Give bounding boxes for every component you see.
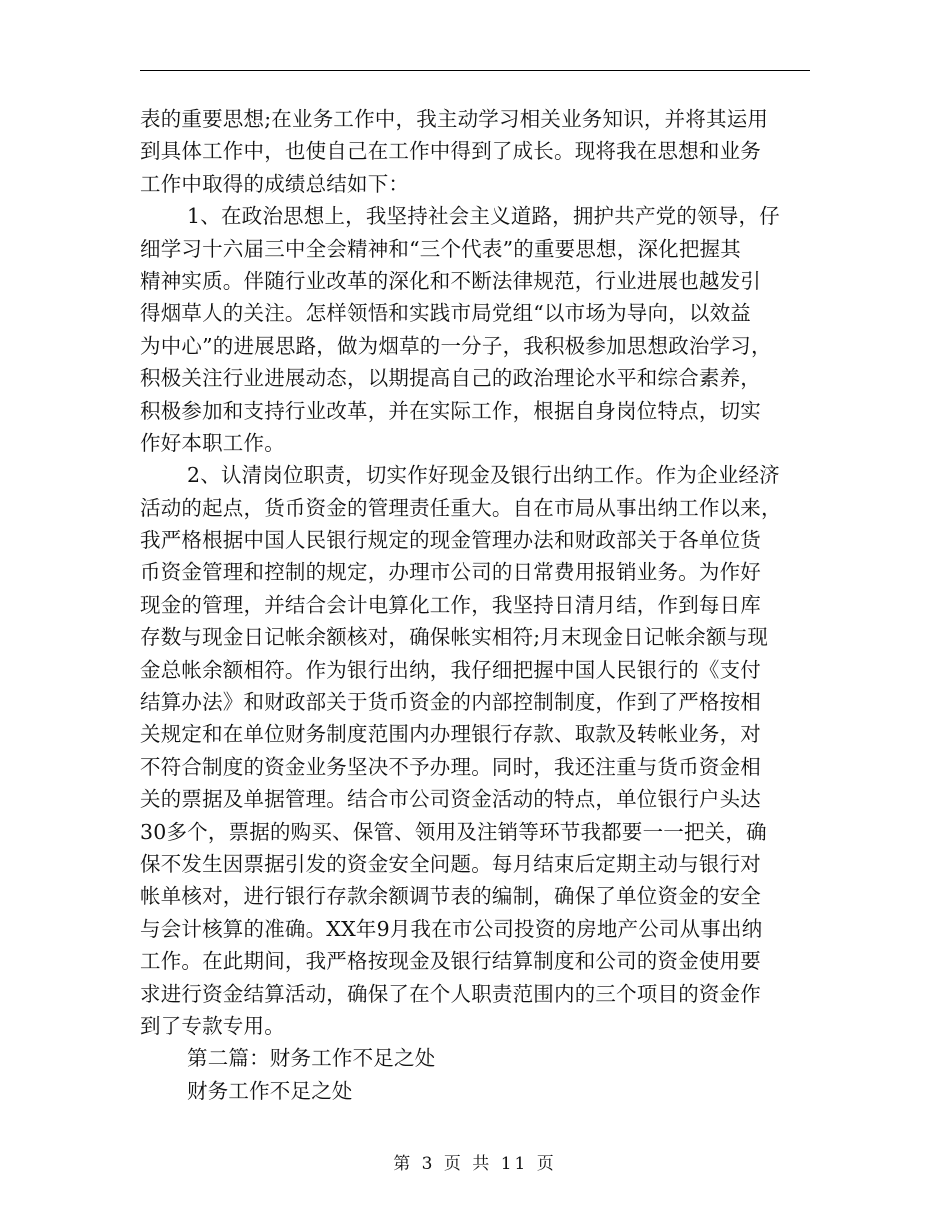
text-line: 30多个，票据的购买、保管、领用及注销等环节我都要一一把关，确: [140, 819, 767, 844]
text-line: 得烟草人的关注。怎样领悟和实践市局党组“以市场为导向，以效益: [140, 301, 751, 326]
text-line: 作好本职工作。: [140, 430, 285, 455]
document-body: [140, 103, 810, 1107]
text-line: 帐单核对，进行银行存款余额调节表的编制，确保了单位资金的安全: [140, 884, 761, 909]
text-line: 为中心”的进展思路，做为烟草的一分子，我积极参加思想政治学习，: [140, 333, 772, 358]
paragraph-first-line: 1、在政治思想上，我坚持社会主义道路，拥护共产党的领导，仔: [187, 204, 780, 229]
text-line: 币资金管理和控制的规定，办理市公司的日常费用报销业务。为作好: [140, 560, 761, 585]
text-line: 求进行资金结算活动，确保了在个人职责范围内的三个项目的资金作: [140, 981, 761, 1006]
text-line: 关的票据及单据管理。结合市公司资金活动的特点，单位银行户头达: [140, 787, 761, 812]
text-line: 不符合制度的资金业务坚决不予办理。同时，我还注重与货币资金相: [140, 754, 761, 779]
text-line: 到了专款专用。: [140, 1013, 285, 1038]
header-rule: [140, 70, 810, 71]
text-line: 精神实质。伴随行业改革的深化和不断法律规范，行业进展也越发引: [140, 268, 761, 293]
text-line: 我严格根据中国人民银行规定的现金管理办法和财政部关于各单位货: [140, 528, 761, 553]
text-line: 积极关注行业进展动态，以期提高自己的政治理论水平和综合素养，: [140, 366, 761, 391]
text-line: 关规定和在单位财务制度范围内办理银行存款、取款及转帐业务，对: [140, 722, 761, 747]
text-line: 工作。在此期间，我严格按现金及银行结算制度和公司的资金使用要: [140, 949, 761, 974]
text-line: 积极参加和支持行业改革，并在实际工作，根据自身岗位特点，切实: [140, 398, 761, 423]
text-line: 细学习十六届三中全会精神和“三个代表”的重要思想，深化把握其: [140, 236, 741, 261]
paragraph-first-line: 第二篇：财务工作不足之处: [187, 1046, 436, 1071]
text-line: 现金的管理，并结合会计电算化工作，我坚持日清月结，作到每日库: [140, 592, 761, 617]
text-line: 活动的起点，货币资金的管理责任重大。自在市局从事出纳工作以来，: [140, 495, 782, 520]
paragraph-first-line: 2、认清岗位职责，切实作好现金及银行出纳工作。作为企业经济: [187, 463, 780, 488]
text-line: 金总帐余额相符。作为银行出纳，我仔细把握中国人民银行的《支付: [140, 657, 761, 682]
text-line: 结算办法》和财政部关于货币资金的内部控制制度，作到了严格按相: [140, 690, 761, 715]
page-number-footer: 第 3 页 共 11 页: [393, 1154, 557, 1174]
paragraph-first-line: 财务工作不足之处: [187, 1078, 353, 1103]
text-line: 存数与现金日记帐余额核对，确保帐实相符;月末现金日记帐余额与现: [140, 625, 769, 650]
text-line: 表的重要思想;在业务工作中，我主动学习相关业务知识，并将其运用: [140, 107, 769, 131]
text-line: 工作中取得的成绩总结如下：: [140, 171, 410, 196]
text-line: 保不发生因票据引发的资金安全问题。每月结束后定期主动与银行对: [140, 851, 761, 876]
text-line: 与会计核算的准确。XX年9月我在市公司投资的房地产公司从事出纳: [140, 916, 763, 941]
text-line: 到具体工作中，也使自己在工作中得到了成长。现将我在思想和业务: [140, 139, 761, 164]
